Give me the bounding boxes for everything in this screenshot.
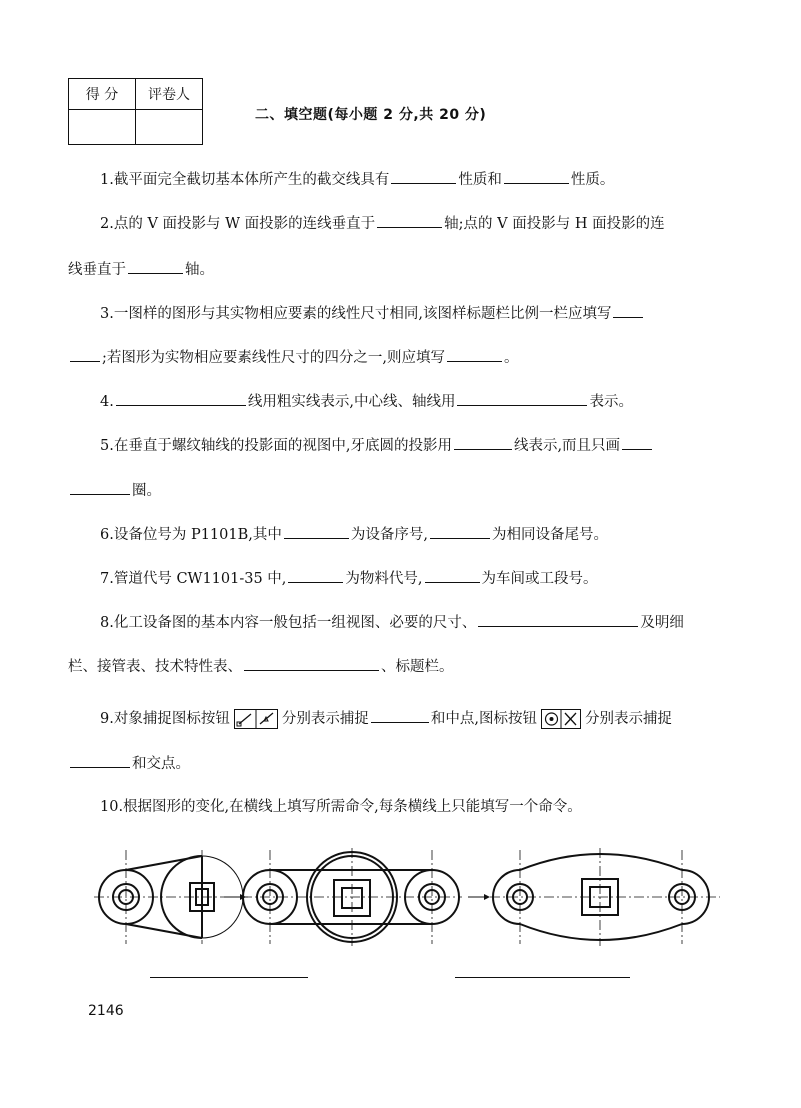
answer-blank[interactable] [128,258,183,274]
answer-blank[interactable] [430,523,490,539]
command-answer-line-1[interactable] [150,977,308,978]
answer-blank[interactable] [70,752,130,768]
answer-blank[interactable] [371,707,429,723]
section-title: 二、填空题(每小题 2 分,共 20 分) [255,107,487,123]
question-5-cont: 圈。 [68,479,161,501]
answer-blank[interactable] [622,434,652,450]
question-3-cont: ;若图形为实物相应要素线性尺寸的四分之一,则应填写 。 [68,346,519,368]
question-6: 6.设备位号为 P1101B,其中 为设备序号, 为相同设备尾号。 [100,523,608,545]
answer-blank[interactable] [284,523,349,539]
grader-cell[interactable] [136,110,203,145]
snap-center-intersection-icon [541,709,581,729]
question-9: 9.对象捕捉图标按钮 分别表示捕捉 和中点,图标按钮 分别表示捕捉 [100,707,672,729]
question-10: 10.根据图形的变化,在横线上填写所需命令,每条横线上只能填写一个命令。 [100,799,582,815]
answer-blank[interactable] [447,346,502,362]
answer-blank[interactable] [457,390,587,406]
question-7: 7.管道代号 CW1101-35 中, 为物料代号, 为车间或工段号。 [100,567,598,589]
answer-blank[interactable] [613,302,643,318]
question-8-cont: 栏、接管表、技术特性表、 、标题栏。 [68,655,454,677]
question-8: 8.化工设备图的基本内容一般包括一组视图、必要的尺寸、 及明细 [100,611,684,633]
answer-blank[interactable] [116,390,246,406]
shape-transformation-figure [90,840,730,955]
answer-blank[interactable] [70,346,100,362]
question-2: 2.点的 V 面投影与 W 面投影的连线垂直于 轴;点的 V 面投影与 H 面投影的连 [100,212,665,234]
score-table [68,78,203,145]
question-9-cont: 和交点。 [68,752,190,774]
question-5: 5.在垂直于螺纹轴线的投影面的视图中,牙底圆的投影用 线表示,而且只画 [100,434,654,456]
question-2-cont: 线垂直于 轴。 [68,258,214,280]
figure-3-tangent-link [490,848,720,946]
answer-blank[interactable] [70,479,130,495]
question-1: 1.截平面完全截切基本体所产生的截交线具有 性质和 性质。 [100,168,614,190]
figure-2-full-link [242,848,462,946]
answer-blank[interactable] [288,567,343,583]
score-cell[interactable] [69,110,136,145]
score-header: 得 分 [69,79,136,110]
answer-blank[interactable] [454,434,512,450]
answer-blank[interactable] [425,567,480,583]
answer-blank[interactable] [478,611,638,627]
question-3: 3.一图样的图形与其实物相应要素的线性尺寸相同,该图样标题栏比例一栏应填写 [100,302,645,324]
answer-blank[interactable] [391,168,456,184]
command-answer-line-2[interactable] [455,977,630,978]
question-4: 4. 线用粗实线表示,中心线、轴线用 表示。 [100,390,633,412]
answer-blank[interactable] [244,655,379,671]
answer-blank[interactable] [504,168,569,184]
snap-endpoint-midpoint-icon [234,709,278,729]
answer-blank[interactable] [377,212,442,228]
grader-header: 评卷人 [136,79,203,110]
page-number: 2146 [88,1003,124,1019]
